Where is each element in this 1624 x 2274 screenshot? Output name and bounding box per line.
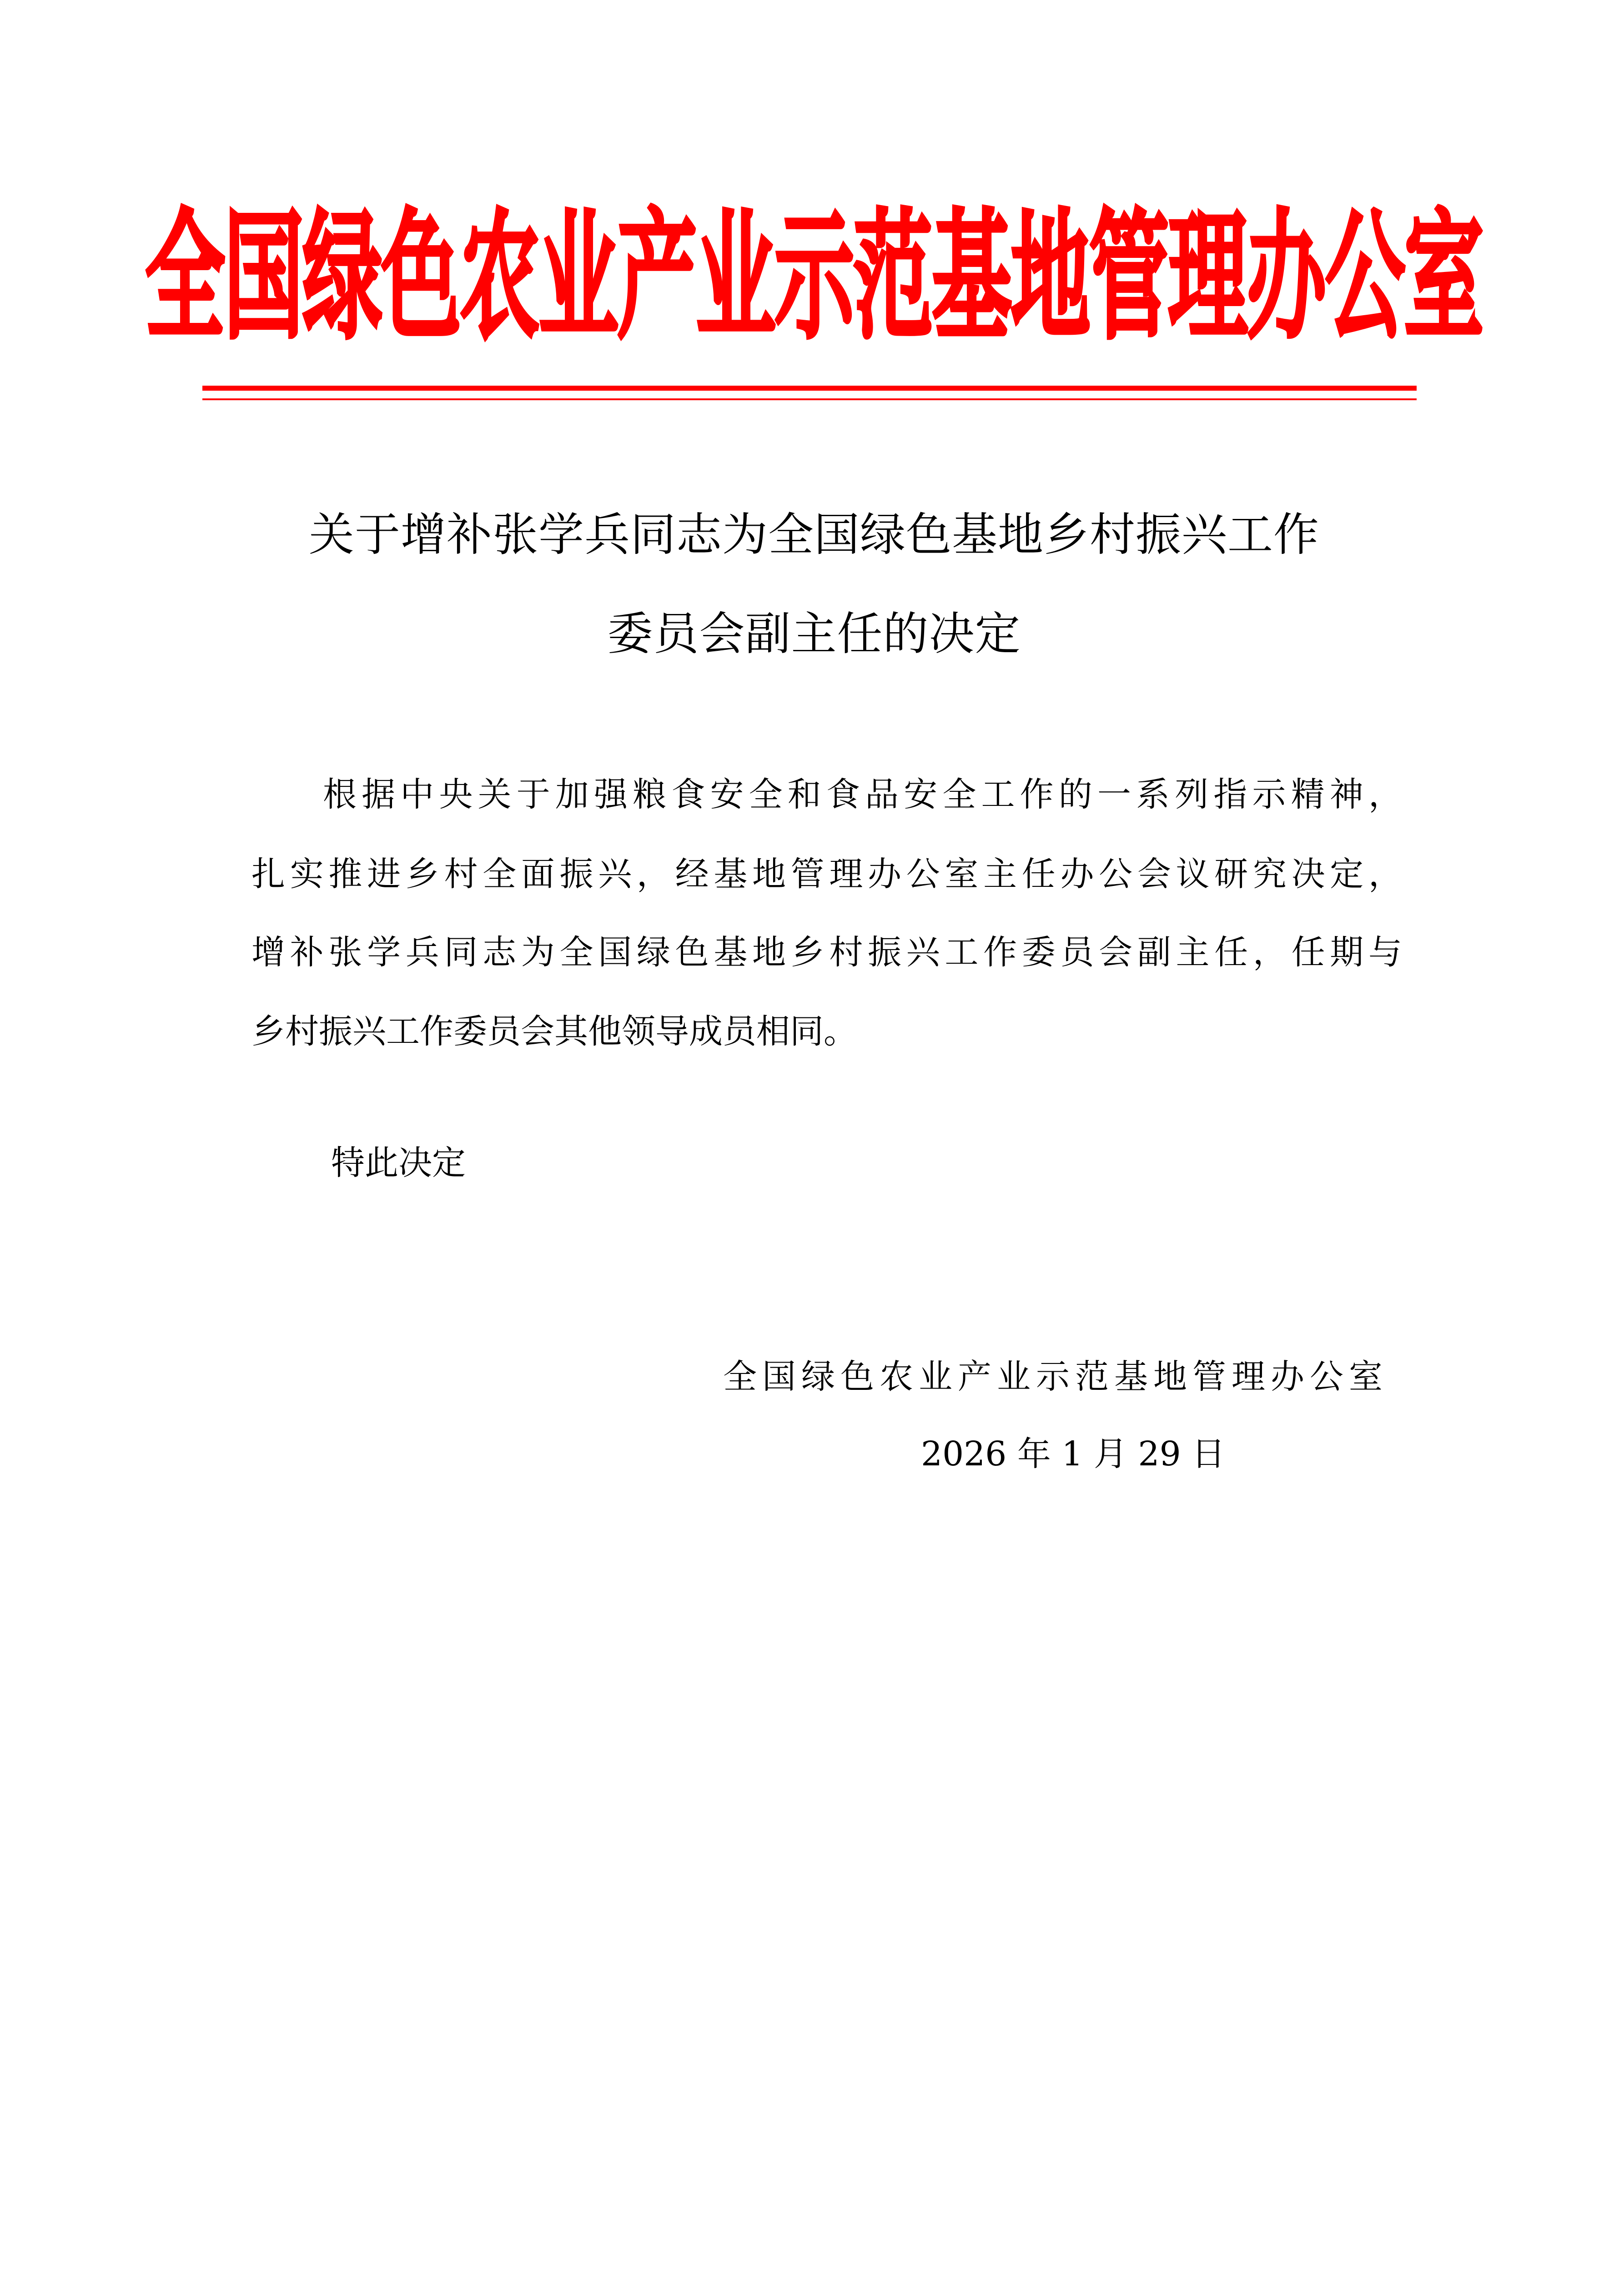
- body-paragraph-line-1: 根据中央关于加强粮食安全和食品安全工作的一系列指示精神，: [323, 775, 1402, 814]
- document-title-line-2: 委员会副主任的决定: [607, 607, 1021, 660]
- closing-statement: 特此决定: [331, 1143, 466, 1182]
- signature-organization: 全国绿色农业产业示范基地管理办公室: [723, 1357, 1383, 1396]
- body-paragraph-line-4: 乡村振兴工作委员会其他领导成员相同。: [251, 1012, 857, 1051]
- body-paragraph-line-2: 扎实推进乡村全面振兴，经基地管理办公室主任办公会议研究决定，: [251, 855, 1402, 894]
- document-title-line-1: 关于增补张学兵同志为全国绿色基地乡村振兴工作: [309, 508, 1319, 561]
- body-paragraph-line-3: 增补张学兵同志为全国绿色基地乡村振兴工作委员会副主任，任期与: [251, 933, 1402, 972]
- letterhead-org-name: 全国绿色农业产业示范基地管理办公室: [145, 196, 1483, 358]
- signature-date: 2026 年 1 月 29 日: [921, 1434, 1226, 1474]
- letterhead-rule-thin: [202, 398, 1417, 400]
- letterhead-rule-thick: [202, 386, 1417, 391]
- letterhead: [145, 191, 1483, 364]
